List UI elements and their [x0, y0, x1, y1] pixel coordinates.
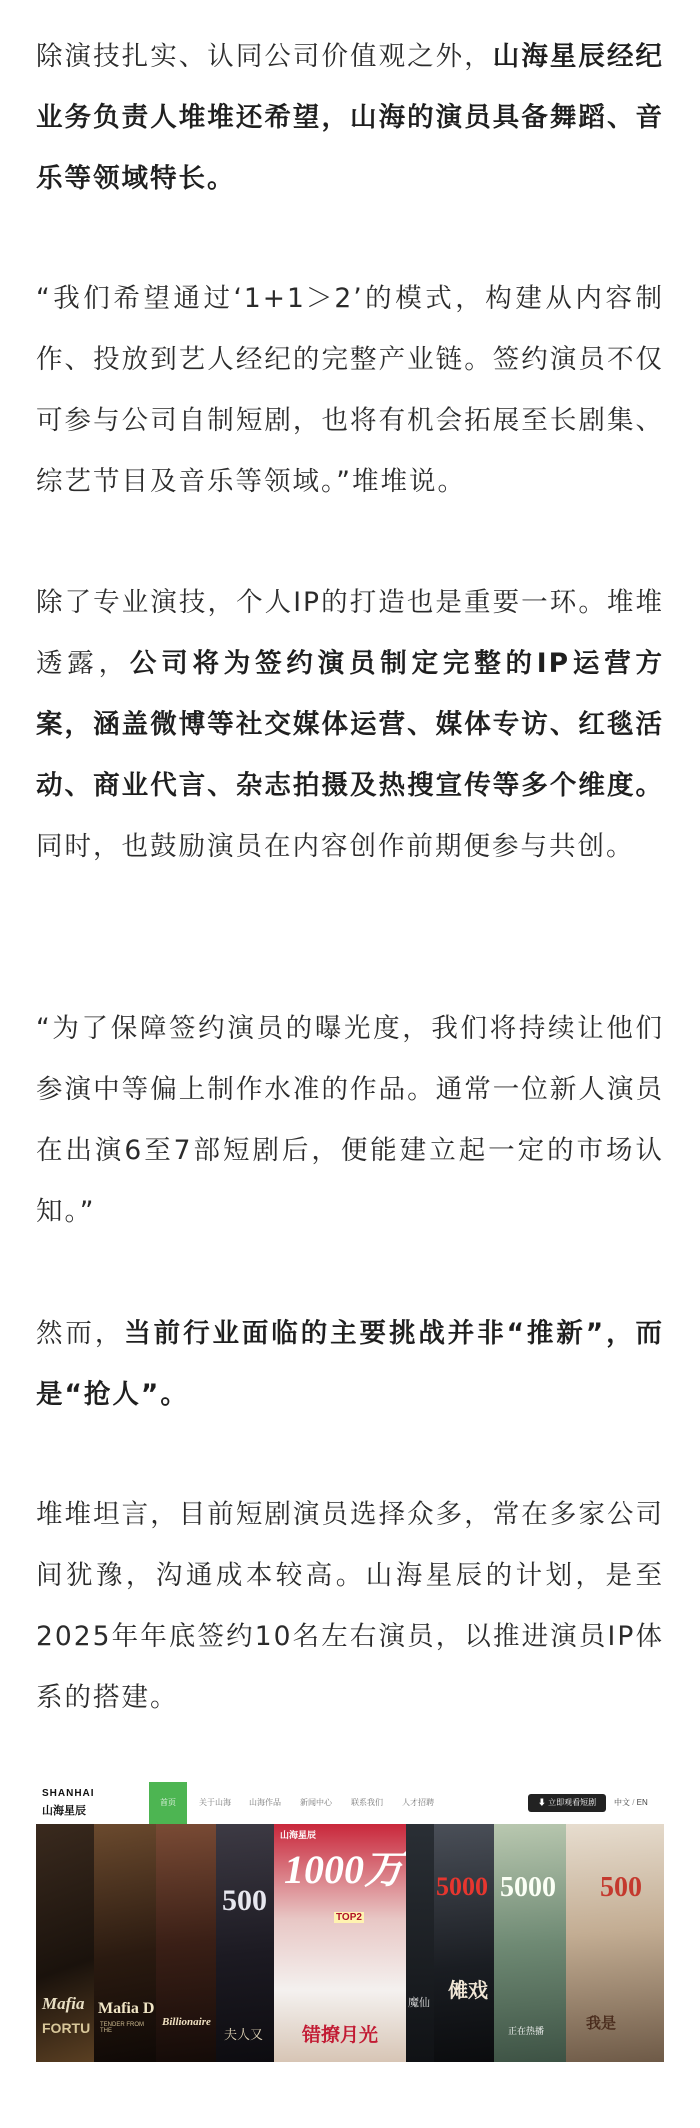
poster-title: 魔仙 — [408, 1997, 430, 2009]
poster-subtitle: TENDER FROM THE — [100, 2022, 144, 2034]
nav-item-careers[interactable]: 人才招聘 — [402, 1798, 434, 1807]
site-logo[interactable] — [42, 1788, 102, 1818]
poster-number: 1000万 — [284, 1847, 404, 1892]
drama-poster-featured[interactable] — [274, 1824, 406, 2062]
paragraph — [36, 26, 664, 209]
poster-subtitle: 正在热播 — [508, 2026, 545, 2036]
drama-poster[interactable] — [156, 1824, 216, 2062]
nav-item-contact[interactable]: 联系我们 — [351, 1798, 383, 1807]
drama-poster[interactable] — [94, 1824, 156, 2062]
logo-chinese: 山海星辰 — [42, 1805, 86, 1817]
drama-poster[interactable] — [566, 1824, 664, 2062]
paragraph: “我们希望通过‘1+1＞2’的模式，构建从内容制作、投放到艺人经纪的完整产业链。签约演员不仅可参与公司自制短剧，也将有机会拓展至长剧集、综艺节目及音乐等领域。”堆堆说。 — [36, 283, 664, 497]
drama-poster[interactable] — [36, 1824, 94, 2062]
paragraph-bold-text: 公司将为签约演员制定完整的IP运营方案，涵盖微博等社交媒体运营、媒体专访、红毯活动、商业代言、杂志拍摄及热搜宣传等多个维度。 — [36, 648, 664, 801]
drama-poster[interactable] — [216, 1824, 274, 2062]
watch-now-button[interactable] — [528, 1794, 606, 1812]
website-screenshot — [36, 1782, 664, 2062]
site-navbar — [36, 1782, 664, 1825]
paragraph-text: 除演技扎实、认同公司价值观之外， — [36, 41, 493, 72]
download-icon: ⬇ — [537, 1798, 549, 1807]
nav-item-home[interactable]: 首页 — [149, 1782, 187, 1824]
poster-brand: 山海星辰 — [280, 1830, 317, 1840]
language-switch[interactable]: 中文 / EN — [614, 1798, 648, 1807]
poster-badge: TOP2 — [336, 1912, 362, 1923]
poster-title: Mafia — [42, 1994, 85, 2013]
poster-title: 错撩月光 — [302, 2025, 379, 2046]
paragraph-bold-text: 当前行业面临的主要挑战并非“推新”，而是“抢人”。 — [36, 1318, 665, 1410]
lang-cn[interactable]: 中文 — [614, 1798, 630, 1807]
paragraph-text: 除了专业演技，个人IP的打造也是重要一环。堆堆透露， — [36, 587, 664, 679]
paragraph-text: 同时，也鼓励演员在内容创作前期便参与共创。 — [36, 831, 635, 862]
paragraph: 堆堆坦言，目前短剧演员选择众多，常在多家公司间犹豫，沟通成本较高。山海星辰的计划，是至2025年年底签约10名左右演员，以推进演员IP体系的搭建。 — [36, 1499, 664, 1713]
paragraph — [36, 572, 664, 877]
poster-subtitle: FORTU — [42, 2020, 91, 2036]
poster-title: 我是 — [586, 2015, 617, 2032]
poster-number: 5000 — [500, 1872, 556, 1903]
drama-poster[interactable] — [434, 1824, 494, 2062]
nav-item-about[interactable]: 关于山海 — [199, 1798, 231, 1807]
poster-title: Mafia D — [98, 2000, 155, 2017]
nav-item-works[interactable]: 山海作品 — [249, 1798, 281, 1807]
lang-en[interactable]: EN — [636, 1798, 648, 1807]
paragraph: “为了保障签约演员的曝光度，我们将持续让他们参演中等偏上制作水准的作品。通常一位新人演员在出演6至7部短剧后，便能建立起一定的市场认知。” — [36, 1013, 664, 1227]
paragraph-bold-text: 山海星辰经纪业务负责人堆堆还希望，山海的演员具备舞蹈、音乐等领域特长。 — [36, 41, 665, 194]
poster-number: 500 — [222, 1884, 267, 1917]
poster-number: 5000 — [436, 1872, 488, 1901]
drama-poster[interactable] — [494, 1824, 566, 2062]
poster-number: 500 — [600, 1872, 642, 1903]
logo-english: SHANHAI — [42, 1788, 95, 1799]
nav-item-news[interactable]: 新闻中心 — [300, 1798, 332, 1807]
poster-title: 夫人又 — [224, 2027, 264, 2042]
paragraph — [36, 1303, 664, 1425]
poster-title: 傩戏 — [448, 1980, 488, 2002]
drama-poster[interactable] — [406, 1824, 434, 2062]
paragraph-text: 然而， — [36, 1318, 125, 1349]
watch-now-label: 立即观看短剧 — [548, 1798, 597, 1807]
poster-title: Billionaire — [162, 2016, 211, 2028]
